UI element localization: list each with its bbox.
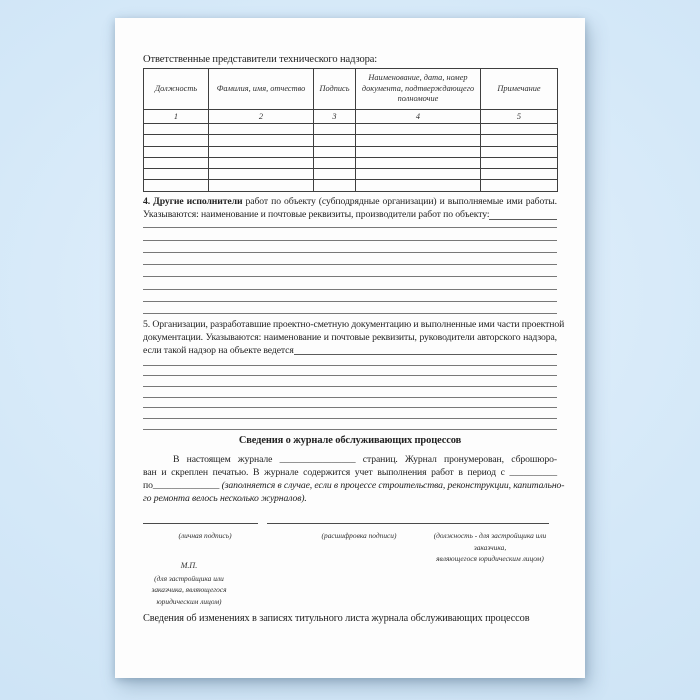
blank-fill-line [143, 398, 557, 409]
empty-cell [314, 169, 356, 180]
blank-fill-line [143, 228, 557, 240]
supervisors-section-title: Ответственные представители технического надзора: [143, 54, 378, 65]
journal-line3 [143, 479, 565, 492]
empty-cell [481, 157, 558, 168]
decipher-signature-line [267, 521, 549, 524]
blank-fill-line [143, 277, 557, 289]
journal-line4: го ремонта велось несколько журналов). [143, 493, 307, 504]
blank-fill-line [143, 376, 557, 387]
table-row [144, 169, 558, 180]
section4-blank-lines [143, 216, 557, 314]
column-number-row [144, 110, 558, 124]
empty-cell [356, 169, 481, 180]
col-header-note: Примечание [481, 69, 558, 110]
empty-cell [144, 169, 209, 180]
section5-line2: документации. Указываются: наименование и почтовые реквизиты, руководители авторского надзора, [143, 331, 557, 343]
empty-cell [314, 124, 356, 135]
journal-line3-italic: (заполняется в случае, если в процессе строительства, реконструкции, капитально- [221, 480, 565, 491]
column-number: 3 [314, 110, 356, 124]
col-header-signature: Подпись [314, 69, 356, 110]
empty-cell [356, 157, 481, 168]
empty-cell [356, 135, 481, 146]
empty-cell [356, 146, 481, 157]
empty-cell [481, 124, 558, 135]
empty-cell [481, 180, 558, 191]
empty-cell [144, 146, 209, 157]
blank-fill-line [143, 241, 557, 253]
empty-cell [314, 135, 356, 146]
section4-lead-rest: работ по объекту (субподрядные организации) и выполняемые ими работы. [242, 196, 557, 207]
journal-line3-regular: по______________ [143, 480, 222, 491]
caption-position-line2: являющегося юридическим лицом) [436, 554, 544, 563]
stamp-note-line1: (для застройщика или [154, 573, 224, 583]
section4-lead-bold: 4. Другие исполнители [143, 196, 243, 207]
empty-cell [209, 124, 314, 135]
signature-lines-row [143, 521, 557, 524]
column-number: 1 [144, 110, 209, 124]
section4-line2-text: Указываются: наименование и почтовые реквизиты, производители работ по объекту: [143, 208, 490, 220]
caption-position-line1: (должность - для застройщика или заказчика, [433, 531, 547, 552]
caption-personal-signature: (личная подпись) [178, 531, 232, 540]
blank-fill-line [143, 216, 557, 228]
section5-blank-lines [143, 355, 557, 430]
blank-fill-line [143, 302, 557, 314]
blank-fill-line [143, 355, 557, 366]
section5-line3-text: если такой надзор на объекте ведется [143, 344, 294, 356]
table-row [144, 146, 558, 157]
empty-cell [209, 180, 314, 191]
empty-cell [144, 157, 209, 168]
empty-cell [356, 180, 481, 191]
table-header-row [144, 69, 558, 110]
supervisors-table [143, 68, 558, 192]
empty-cell [209, 169, 314, 180]
empty-cell [144, 180, 209, 191]
empty-cell [144, 135, 209, 146]
section5-paragraph [143, 319, 565, 357]
document-page [115, 18, 585, 678]
col-header-document: Наименование, дата, номер документа, подтверждающего полномочие [356, 69, 481, 110]
blank-fill-line [143, 387, 557, 398]
table-row [144, 157, 558, 168]
section4-line1 [143, 196, 557, 209]
empty-cell [314, 180, 356, 191]
blank-fill-line [143, 366, 557, 377]
empty-cell [314, 157, 356, 168]
empty-cell [356, 124, 481, 135]
column-number: 5 [481, 110, 558, 124]
journal-line2: ван и скреплен печатью. В журнале содержится учет выполнения работ в период с __________ [143, 467, 557, 478]
table-row [144, 135, 558, 146]
journal-info-heading: Сведения о журнале обслуживающих процессов [238, 435, 462, 446]
col-header-name: Фамилия, имя, отчество [209, 69, 314, 110]
personal-signature-line [143, 521, 258, 524]
column-number: 4 [356, 110, 481, 124]
blank-fill-line [143, 253, 557, 265]
blank-fill-line [143, 265, 557, 277]
journal-line1: В настоящем журнале ________________ страниц. Журнал пронумерован, сброшюро- [173, 454, 557, 465]
changes-section-title: Сведения об изменениях в записях титульного листа журнала обслуживающих процессов [143, 613, 530, 624]
journal-info-paragraph [143, 453, 565, 505]
stamp-place-label: М.П. [180, 561, 198, 570]
col-header-position: Должность [144, 69, 209, 110]
section5-line1: 5. Организации, разработавшие проектно-сметную документацию и выполненные ими части проектной [143, 319, 565, 330]
column-number: 2 [209, 110, 314, 124]
empty-cell [209, 135, 314, 146]
stamp-note-line3: юридическим лицом) [156, 596, 222, 606]
empty-cell [481, 146, 558, 157]
stamp-note-line2: заказчика, являющегося [151, 585, 227, 595]
empty-cell [209, 146, 314, 157]
caption-signature-decipher: (расшифровка подписи) [321, 531, 397, 540]
empty-cell [481, 135, 558, 146]
empty-cell [314, 146, 356, 157]
empty-cell [481, 169, 558, 180]
blank-fill-line [143, 419, 557, 430]
table-row [144, 124, 558, 135]
empty-cell [144, 124, 209, 135]
blank-fill-line [143, 408, 557, 419]
stamp-place-block [133, 560, 245, 607]
empty-cell [209, 157, 314, 168]
blank-fill-line [143, 290, 557, 302]
table-row [144, 180, 558, 191]
caption-position [423, 530, 557, 565]
